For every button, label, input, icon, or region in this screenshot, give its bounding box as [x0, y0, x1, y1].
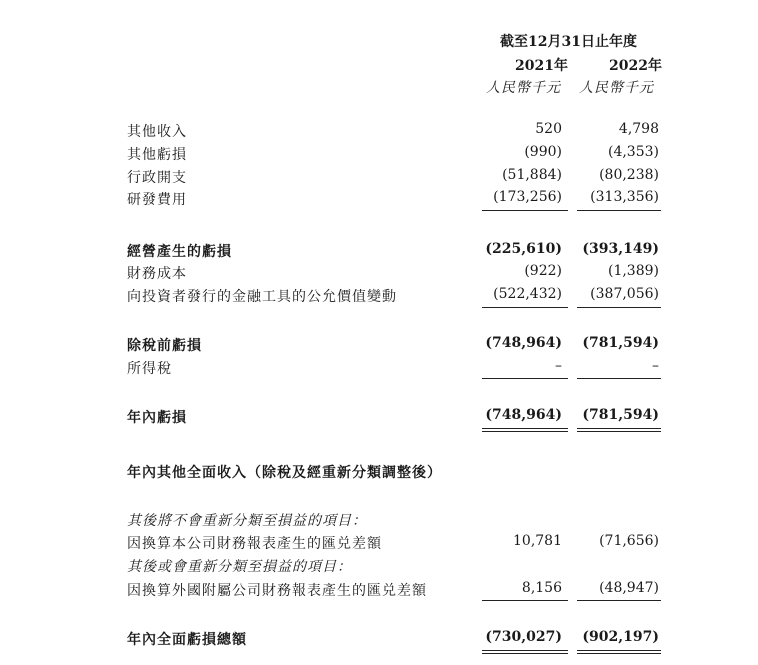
row-label-finance-costs: 財務成本 [127, 266, 187, 282]
row-label-fx-subsidiaries: 因換算外國附屬公司財務報表產生的匯兑差額 [127, 583, 427, 599]
double-underline-bottom [482, 653, 568, 654]
value-2021: (748,964) [485, 407, 562, 423]
row-label-total-comprehensive-loss: 年內全面虧損總額 [127, 632, 247, 648]
value-2021: (922) [524, 263, 562, 279]
value-2022: (781,594) [582, 335, 659, 351]
row-label-fair-value-change: 向投資者發行的金融工具的公允價值變動 [127, 289, 397, 305]
value-2022: 4,798 [618, 121, 659, 137]
single-underline [482, 307, 568, 308]
row-label-loss-for-year: 年內虧損 [127, 410, 187, 426]
row-label-admin-expenses: 行政開支 [127, 170, 187, 186]
double-underline-top [482, 428, 568, 429]
single-underline [577, 210, 661, 211]
single-underline [577, 378, 661, 379]
value-2022: (71,656) [599, 533, 659, 549]
value-2021: (225,610) [485, 241, 562, 257]
subheading-may-be-reclassified: 其後或會重新分類至損益的項目： [127, 559, 352, 575]
value-2021: – [555, 358, 562, 374]
value-2021: 10,781 [513, 533, 562, 549]
value-2022: (4,353) [607, 144, 659, 160]
double-underline-bottom [482, 431, 568, 432]
double-underline-top [577, 428, 661, 429]
row-label-operating-loss: 經營產生的虧損 [127, 244, 232, 260]
value-2021: (51,884) [502, 167, 562, 183]
year-2022-heading: 2022年 [609, 58, 662, 74]
row-label-fx-company: 因換算本公司財務報表產生的匯兑差額 [127, 536, 382, 552]
single-underline [482, 378, 568, 379]
value-2022: – [652, 358, 659, 374]
row-label-loss-before-tax: 除稅前虧損 [127, 338, 202, 354]
value-2022: (313,356) [590, 189, 659, 205]
single-underline [577, 600, 661, 601]
section-heading-oci: 年內其他全面收入（除稅及經重新分類調整後） [127, 465, 442, 481]
value-2021: (990) [524, 144, 562, 160]
value-2022: (393,149) [582, 241, 659, 257]
single-underline [577, 307, 661, 308]
row-label-other-income: 其他收入 [127, 124, 187, 140]
value-2021: (748,964) [485, 335, 562, 351]
value-2022: (48,947) [599, 580, 659, 596]
value-2021: 520 [535, 121, 562, 137]
row-label-income-tax: 所得稅 [127, 361, 172, 377]
value-2022: (80,238) [599, 167, 659, 183]
value-2021: (522,432) [493, 286, 562, 302]
row-label-other-losses: 其他虧損 [127, 147, 187, 163]
unit-2022-heading: 人民幣千元 [579, 80, 654, 96]
value-2021: (173,256) [493, 189, 562, 205]
value-2022: (1,389) [607, 263, 659, 279]
value-2022: (781,594) [582, 407, 659, 423]
value-2021: 8,156 [521, 580, 562, 596]
double-underline-bottom [577, 653, 661, 654]
double-underline-top [577, 650, 661, 651]
single-underline [482, 210, 568, 211]
subheading-not-reclassified: 其後將不會重新分類至損益的項目： [127, 513, 367, 529]
period-heading: 截至12月31日止年度 [500, 34, 637, 50]
row-label-rnd-expenses: 研發費用 [127, 192, 187, 208]
value-2022: (902,197) [582, 629, 659, 645]
value-2021: (730,027) [485, 629, 562, 645]
single-underline [482, 600, 568, 601]
double-underline-top [482, 650, 568, 651]
unit-2021-heading: 人民幣千元 [486, 80, 561, 96]
value-2022: (387,056) [590, 286, 659, 302]
double-underline-bottom [577, 431, 661, 432]
year-2021-heading: 2021年 [515, 58, 568, 74]
